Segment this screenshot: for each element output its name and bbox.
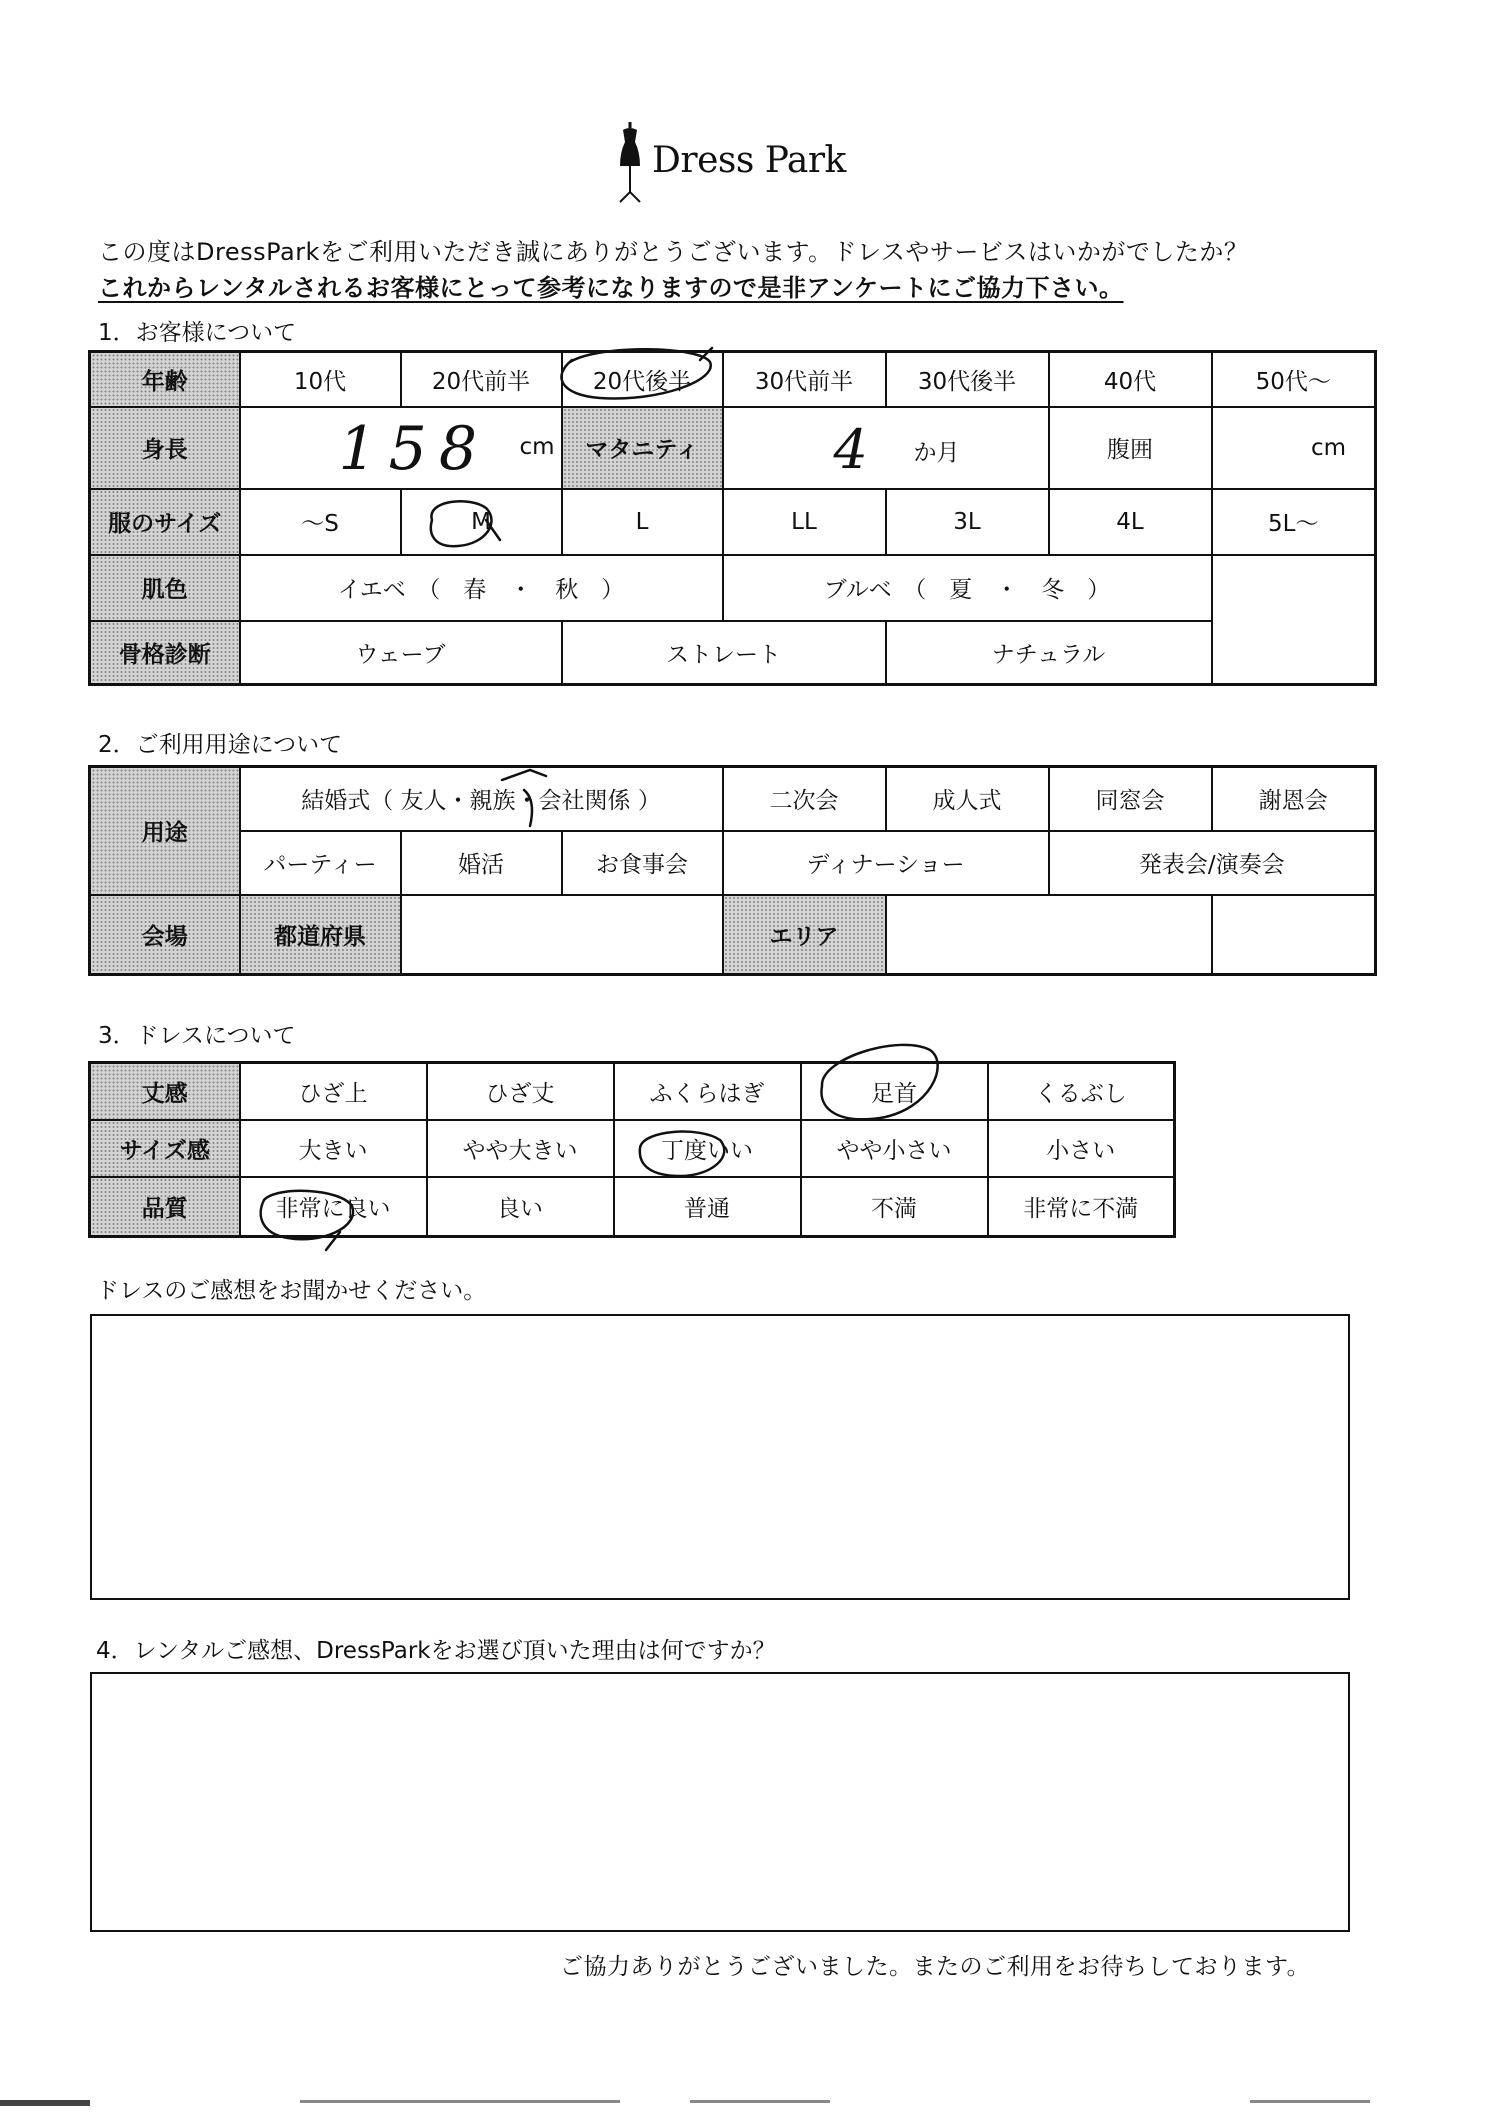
intro-line-1: この度はDressParkをご利用いただき誠にありがとうございます。ドレスやサービスはいかがでしたか？ bbox=[98, 238, 1249, 266]
age-option[interactable]: 30代前半 bbox=[723, 352, 886, 407]
dress-comment-box[interactable] bbox=[90, 1314, 1350, 1600]
rental-comment-box[interactable] bbox=[90, 1672, 1350, 1932]
dress-form-icon bbox=[610, 120, 650, 210]
age-option[interactable]: 50代～ bbox=[1212, 352, 1376, 407]
section-2-heading: 2．ご利用用途について bbox=[98, 732, 343, 758]
quality-option-selected[interactable]: 非常に良い bbox=[240, 1177, 427, 1237]
fit-option[interactable]: 小さい bbox=[988, 1120, 1175, 1177]
usage-option[interactable]: パーティー bbox=[240, 831, 401, 895]
area-label: エリア bbox=[723, 895, 886, 975]
quality-label: 品質 bbox=[90, 1177, 240, 1237]
intro-line-2: これからレンタルされるお客様にとって参考になりますので是非アンケートにご協力下さい。 bbox=[98, 274, 1124, 302]
section-1-heading: 1．お客様について bbox=[98, 320, 297, 346]
brand-logo bbox=[610, 120, 850, 210]
quality-option[interactable]: 良い bbox=[427, 1177, 614, 1237]
skin-row bbox=[90, 555, 1376, 621]
fit-option[interactable]: 大きい bbox=[240, 1120, 427, 1177]
age-option[interactable]: 10代 bbox=[240, 352, 401, 407]
age-option[interactable]: 40代 bbox=[1049, 352, 1212, 407]
venue-row bbox=[90, 895, 1376, 975]
scan-edge-mark bbox=[300, 2100, 620, 2103]
dress-table bbox=[88, 1061, 1176, 1238]
size-option[interactable]: L bbox=[562, 489, 723, 555]
customer-table bbox=[88, 350, 1377, 686]
waist-label: 腹囲 bbox=[1049, 407, 1212, 489]
size-option[interactable]: 4L bbox=[1049, 489, 1212, 555]
brand-name: Dress Park bbox=[652, 140, 846, 181]
usage-option[interactable]: 成人式 bbox=[886, 767, 1049, 831]
area-field[interactable] bbox=[886, 895, 1212, 975]
usage-option[interactable]: 発表会/演奏会 bbox=[1049, 831, 1376, 895]
skin-option-yellow[interactable]: イエベ （ 春 ・ 秋 ） bbox=[240, 555, 723, 621]
length-option[interactable]: ふくらはぎ bbox=[614, 1063, 801, 1120]
usage-row-2 bbox=[90, 831, 1376, 895]
section-4-heading: 4．レンタルご感想、DressParkをお選び頂いた理由は何ですか？ bbox=[96, 1638, 776, 1664]
size-label: 服のサイズ bbox=[90, 489, 240, 555]
empty-cell bbox=[1212, 555, 1376, 621]
age-row bbox=[90, 352, 1376, 407]
height-label: 身長 bbox=[90, 407, 240, 489]
empty-cell bbox=[1212, 621, 1376, 685]
usage-option[interactable]: 謝恩会 bbox=[1212, 767, 1376, 831]
height-value: 158 bbox=[338, 413, 490, 484]
skeleton-option[interactable]: ストレート bbox=[562, 621, 886, 685]
age-option[interactable]: 20代前半 bbox=[401, 352, 562, 407]
length-option[interactable]: くるぶし bbox=[988, 1063, 1175, 1120]
fit-option-selected[interactable]: 丁度いい bbox=[614, 1120, 801, 1177]
usage-option-wedding[interactable]: 結婚式（ 友人・親族・会社関係 ） bbox=[240, 767, 723, 831]
maternity-label: マタニティ bbox=[562, 407, 723, 489]
age-option-selected[interactable]: 20代後半 bbox=[562, 352, 723, 407]
thanks-message: ご協力ありがとうございました。またのご利用をお待ちしております。 bbox=[560, 1954, 1311, 1980]
prefecture-field[interactable] bbox=[401, 895, 723, 975]
skeleton-label: 骨格診断 bbox=[90, 621, 240, 685]
usage-option[interactable]: 二次会 bbox=[723, 767, 886, 831]
age-label: 年齢 bbox=[90, 352, 240, 407]
length-row bbox=[90, 1063, 1175, 1120]
fit-row bbox=[90, 1120, 1175, 1177]
skin-option-blue[interactable]: ブルベ （ 夏 ・ 冬 ） bbox=[723, 555, 1212, 621]
usage-label: 用途 bbox=[90, 767, 240, 895]
length-option[interactable]: ひざ丈 bbox=[427, 1063, 614, 1120]
maternity-value: 4 bbox=[833, 417, 868, 481]
usage-option[interactable]: 婚活 bbox=[401, 831, 562, 895]
dress-comment-prompt: ドレスのご感想をお聞かせください。 bbox=[96, 1278, 487, 1304]
prefecture-label: 都道府県 bbox=[240, 895, 401, 975]
size-option-selected[interactable]: M bbox=[401, 489, 562, 555]
size-option[interactable]: 5L～ bbox=[1212, 489, 1376, 555]
usage-option[interactable]: 同窓会 bbox=[1049, 767, 1212, 831]
size-option[interactable]: LL bbox=[723, 489, 886, 555]
length-label: 丈感 bbox=[90, 1063, 240, 1120]
waist-unit: cm bbox=[1310, 434, 1346, 461]
usage-row-1 bbox=[90, 767, 1376, 831]
scan-edge-mark bbox=[0, 2100, 90, 2106]
usage-table bbox=[88, 765, 1377, 976]
section-3-heading: 3．ドレスについて bbox=[98, 1023, 296, 1049]
scan-edge-mark bbox=[690, 2100, 830, 2103]
quality-option[interactable]: 非常に不満 bbox=[988, 1177, 1175, 1237]
size-option[interactable]: 3L bbox=[886, 489, 1049, 555]
skeleton-option[interactable]: ウェーブ bbox=[240, 621, 562, 685]
height-row bbox=[90, 407, 1376, 489]
skeleton-option[interactable]: ナチュラル bbox=[886, 621, 1212, 685]
empty-cell bbox=[1212, 895, 1376, 975]
height-unit: cm bbox=[519, 433, 555, 460]
scan-edge-mark bbox=[1250, 2100, 1370, 2103]
quality-row bbox=[90, 1177, 1175, 1237]
usage-option[interactable]: お食事会 bbox=[562, 831, 723, 895]
size-row bbox=[90, 489, 1376, 555]
fit-option[interactable]: やや大きい bbox=[427, 1120, 614, 1177]
height-field[interactable] bbox=[240, 407, 562, 489]
length-option-selected[interactable]: 足首 bbox=[801, 1063, 988, 1120]
quality-option[interactable]: 普通 bbox=[614, 1177, 801, 1237]
age-option[interactable]: 30代後半 bbox=[886, 352, 1049, 407]
venue-label: 会場 bbox=[90, 895, 240, 975]
usage-option[interactable]: ディナーショー bbox=[723, 831, 1049, 895]
fit-option[interactable]: やや小さい bbox=[801, 1120, 988, 1177]
length-option[interactable]: ひざ上 bbox=[240, 1063, 427, 1120]
fit-label: サイズ感 bbox=[90, 1120, 240, 1177]
maternity-unit: か月 bbox=[913, 439, 960, 466]
quality-option[interactable]: 不満 bbox=[801, 1177, 988, 1237]
waist-field[interactable] bbox=[1212, 407, 1376, 489]
size-option[interactable]: ～S bbox=[240, 489, 401, 555]
maternity-field[interactable] bbox=[723, 407, 1049, 489]
skeleton-row bbox=[90, 621, 1376, 685]
skin-label: 肌色 bbox=[90, 555, 240, 621]
